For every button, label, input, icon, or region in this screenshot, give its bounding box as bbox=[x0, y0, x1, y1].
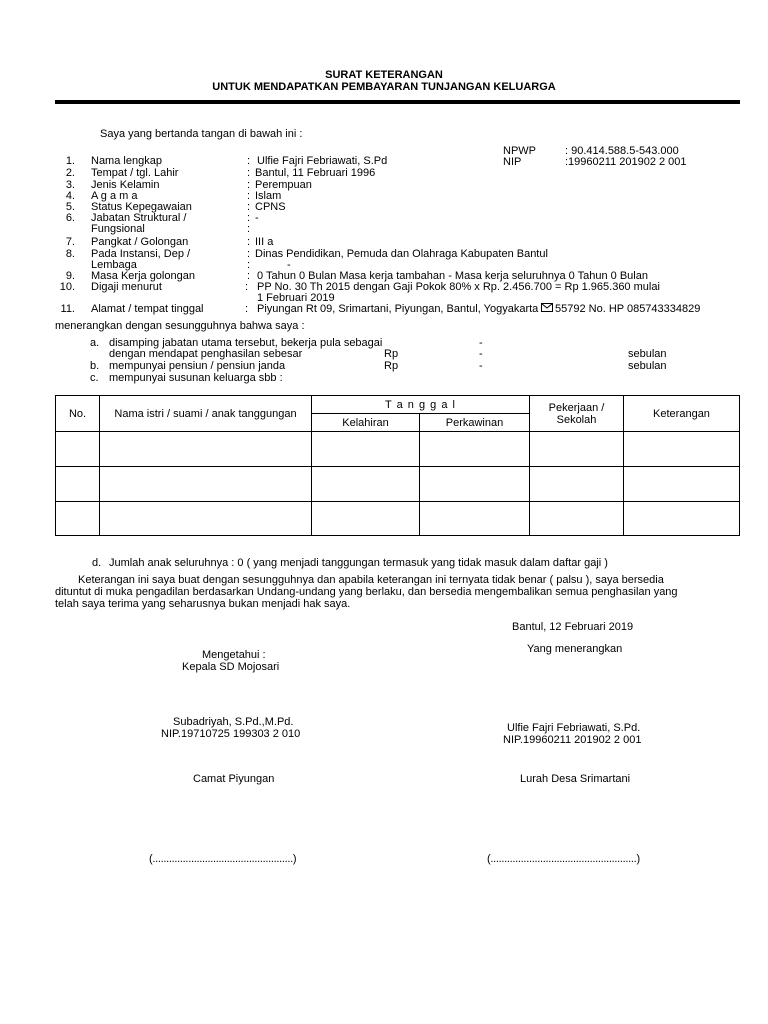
statement-a-text: disamping jabatan utama tersebut, bekerja pula sebagai bbox=[109, 337, 383, 349]
table-row bbox=[56, 502, 740, 536]
nip-value: :19960211 201902 2 001 bbox=[565, 156, 687, 168]
statement-a2-unit: sebulan bbox=[628, 348, 667, 360]
field-number: 9. bbox=[65, 270, 75, 282]
field-separator: : bbox=[247, 201, 251, 213]
field-number: 2. bbox=[65, 167, 75, 179]
field-label: Jenis Kelamin bbox=[91, 179, 160, 191]
field-number: 6. bbox=[65, 212, 75, 224]
field-value: - bbox=[255, 212, 259, 224]
field-separator: : bbox=[247, 259, 251, 271]
closing-line-3: telah saya terima yang seharusnya bukan menjadi hak saya. bbox=[55, 598, 351, 610]
col-header-marriage: Perkawinan bbox=[420, 414, 530, 432]
col-header-name: Nama istri / suami / anak tanggungan bbox=[100, 396, 312, 432]
field-label-continued: Fungsional bbox=[91, 223, 145, 235]
col-header-no: No. bbox=[56, 396, 100, 432]
field-separator: : bbox=[247, 212, 251, 224]
statement-a-letter: a. bbox=[90, 337, 100, 349]
left-signature-blank: (...................................................) bbox=[149, 853, 297, 865]
field-value: III a bbox=[255, 236, 274, 248]
statement-b-rp: Rp bbox=[384, 360, 399, 372]
field-label: A g a m a bbox=[91, 190, 138, 202]
npwp-value: : 90.414.588.5-543.000 bbox=[565, 145, 679, 157]
right-signer-name: Ulfie Fajri Febriawati, S.Pd. bbox=[507, 722, 641, 734]
field-label: Status Kepegawaian bbox=[91, 201, 192, 213]
field-separator: : bbox=[245, 303, 249, 315]
field-value: Piyungan Rt 09, Srimartani, Piyungan, Bantul, Yogyakarta bbox=[257, 303, 539, 315]
field-number: 3. bbox=[65, 179, 75, 191]
field-label: Jabatan Struktural / bbox=[91, 212, 187, 224]
table-row bbox=[56, 432, 740, 467]
col-header-job-line1: Pekerjaan / bbox=[548, 401, 605, 414]
field-value: Islam bbox=[255, 190, 282, 202]
col-header-birth: Kelahiran bbox=[312, 414, 420, 432]
place-date: Bantul, 12 Februari 2019 bbox=[512, 621, 634, 633]
statement-b-letter: b. bbox=[90, 360, 100, 372]
intro-text: Saya yang bertanda tangan di bawah ini : bbox=[100, 128, 303, 140]
field-separator: : bbox=[247, 179, 251, 191]
left-signer-name: Subadriyah, S.Pd.,M.Pd. bbox=[173, 716, 294, 728]
envelope-icon bbox=[541, 303, 553, 315]
document-subtitle: UNTUK MENDAPATKAN PEMBAYARAN TUNJANGAN KELUARGA bbox=[212, 81, 556, 93]
field-value: PP No. 30 Th 2015 dengan Gaji Pokok 80% x Rp. 2.456.700 = Rp 1.965.360 mulai bbox=[257, 281, 660, 293]
field-separator: : bbox=[247, 190, 251, 202]
field-label: Tempat / tgl. Lahir bbox=[91, 167, 179, 179]
npwp-label: NPWP bbox=[503, 145, 536, 157]
field-separator: : bbox=[247, 155, 251, 167]
field-value: Dinas Pendidikan, Pemuda dan Olahraga Kabupaten Bantul bbox=[255, 248, 548, 260]
statement-a2-text: dengan mendapat penghasilan sebesar bbox=[109, 348, 303, 360]
statement-d-letter: d. bbox=[92, 557, 102, 569]
field-separator: : bbox=[247, 270, 251, 282]
header-rule bbox=[55, 100, 740, 104]
field-value: 0 Tahun 0 Bulan Masa kerja tambahan - Masa kerja seluruhnya 0 Tahun 0 Bulan bbox=[257, 270, 648, 282]
statement-a2-dash: - bbox=[479, 348, 483, 360]
field-value: Ulfie Fajri Febriawati, S.Pd bbox=[257, 155, 388, 167]
col-header-date: T a n g g a l bbox=[312, 396, 530, 414]
statement-a-dash: - bbox=[479, 337, 483, 349]
left-signer-nip: NIP.19710725 199303 2 010 bbox=[161, 728, 301, 740]
right-official: Lurah Desa Srimartani bbox=[520, 773, 631, 785]
left-heading-2: Kepala SD Mojosari bbox=[182, 661, 280, 673]
family-table bbox=[55, 395, 740, 536]
closing-line-1: Keterangan ini saya buat dengan sesungguhnya dan apabila keterangan ini ternyata tidak benar ( palsu ), saya bersedia bbox=[78, 574, 664, 586]
field-value-continued: 1 Februari 2019 bbox=[257, 292, 335, 304]
statement-d-text: Jumlah anak seluruhnya : 0 ( yang menjadi tanggungan termasuk yang tidak masuk dalam daftar gaji ) bbox=[109, 557, 608, 569]
statement-c-text: mempunyai susunan keluarga sbb : bbox=[109, 372, 283, 384]
field-number: 8. bbox=[65, 248, 75, 260]
field-label: Nama lengkap bbox=[91, 155, 162, 167]
left-heading-1: Mengetahui : bbox=[202, 649, 266, 661]
right-signer-nip: NIP.19960211 201902 2 001 bbox=[503, 734, 642, 746]
postal-and-phone: 55792 No. HP 085743334829 bbox=[555, 303, 701, 315]
table-row bbox=[56, 467, 740, 502]
right-heading: Yang menerangkan bbox=[527, 643, 623, 655]
field-label: Alamat / tempat tinggal bbox=[91, 303, 204, 315]
col-header-job bbox=[530, 396, 624, 432]
field-number: 7. bbox=[65, 236, 75, 248]
field-label-continued: Lembaga bbox=[91, 259, 137, 271]
statement-c-letter: c. bbox=[90, 372, 99, 384]
field-separator: : bbox=[247, 167, 251, 179]
statement-b-dash: - bbox=[479, 360, 483, 372]
field-separator: : bbox=[247, 236, 251, 248]
field-value: CPNS bbox=[255, 201, 286, 213]
field-number: 5. bbox=[65, 201, 75, 213]
field-label: Pangkat / Golongan bbox=[91, 236, 189, 248]
field-label: Masa Kerja golongan bbox=[91, 270, 195, 282]
nip-label: NIP bbox=[503, 156, 522, 168]
field-number: 4. bbox=[65, 190, 75, 202]
right-signature-blank: (.....................................................) bbox=[487, 853, 640, 865]
statement-b-unit: sebulan bbox=[628, 360, 667, 372]
col-header-job-line2: Sekolah bbox=[556, 413, 597, 426]
field-value: Perempuan bbox=[255, 179, 312, 191]
field-value-continued: - bbox=[287, 259, 291, 271]
declaration-text: menerangkan dengan sesungguhnya bahwa saya : bbox=[55, 320, 305, 332]
field-number: 11. bbox=[60, 303, 75, 315]
statement-b-text: mempunyai pensiun / pensiun janda bbox=[109, 360, 286, 372]
field-number: 10. bbox=[59, 281, 75, 293]
left-official: Camat Piyungan bbox=[193, 773, 275, 785]
field-label: Pada Instansi, Dep / bbox=[91, 248, 191, 260]
field-separator: : bbox=[245, 281, 249, 293]
closing-line-2: dituntut di muka pengadilan berdasarkan Undang-undang yang berlaku, dan bersedia mengembalikan semua penghasilan yang bbox=[55, 586, 678, 598]
statement-a2-rp: Rp bbox=[384, 348, 399, 360]
field-separator: : bbox=[247, 248, 251, 260]
col-header-note: Keterangan bbox=[624, 396, 740, 432]
document-title: SURAT KETERANGAN bbox=[325, 69, 443, 81]
field-value: Bantul, 11 Februari 1996 bbox=[255, 167, 376, 179]
field-separator: : bbox=[247, 223, 251, 235]
field-number: 1. bbox=[65, 155, 75, 167]
field-label: Digaji menurut bbox=[91, 281, 162, 293]
